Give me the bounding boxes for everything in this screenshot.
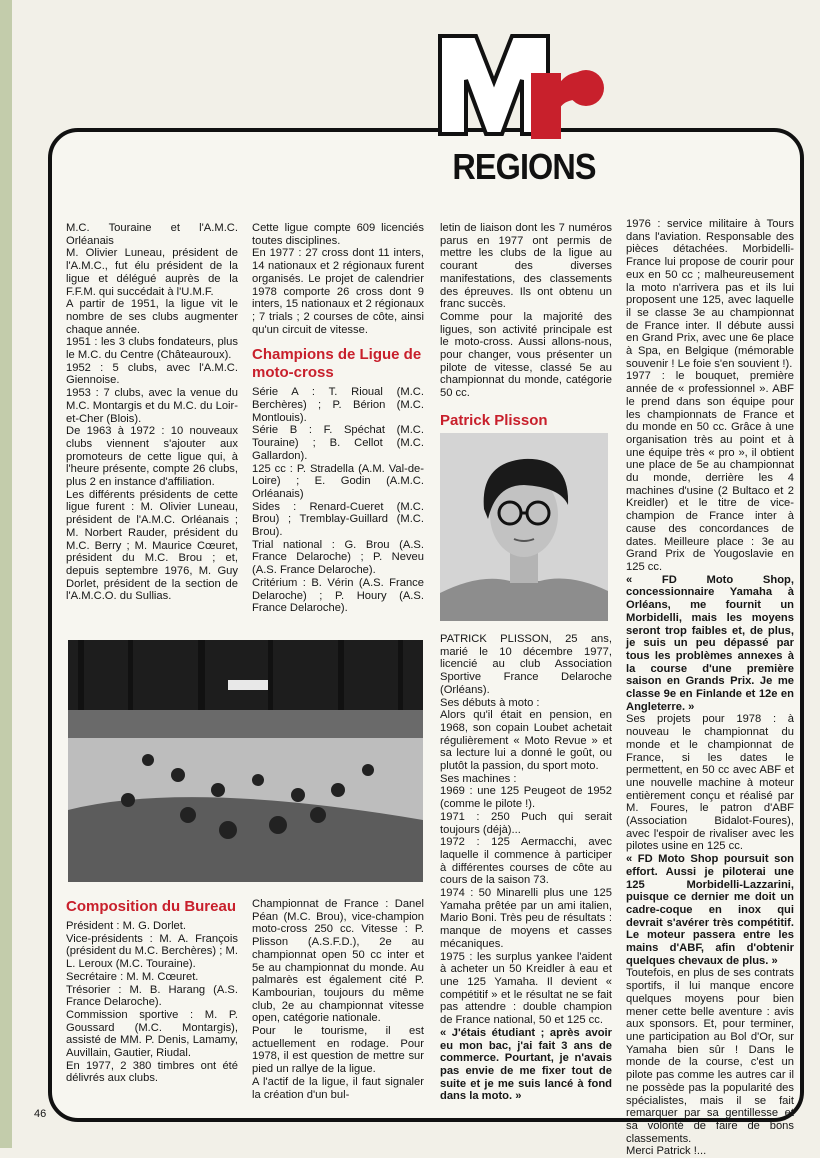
champion-line: Série B : F. Spéchat (M.C. Touraine) ; B. Cellot (M.C. Gallardon).: [252, 424, 424, 462]
paragraph: Cette ligue compte 609 licenciés toutes disciplines.: [252, 222, 424, 247]
paragraph: Alors qu'il était en pension, en 1968, son copain Loubet achetait régulièrement « Moto Revue » et sa lecture lui a donné le goût, ou plutôt la passion, du sport moto.: [440, 709, 612, 773]
champion-line: 125 cc : P. Stradella (A.M. Val-de-Loire) ; E. Godin (A.M.C. Orléanais): [252, 462, 424, 500]
paragraph: 1975 : les surplus yankee l'aident à acheter un 50 Kreidler à eau et une 125 Yamaha. Il devient « compétitif » et le résultat ne se fait pas attendre : double champion de France national, 50 et 125 cc.: [440, 950, 612, 1027]
paragraph: Toutefois, en plus de ses contrats sportifs, il lui manque encore quelques moyens pour bien mener cette belle aventure : avis aux sponsors. Et, pour terminer, une participation au Bol d'Or, sur Yamaha bien sûr ! Dans le monde de la course, c'est un pilote pas comme les autres car il ne possède pas la popularité des spécialistes, mais il se fait remarquer par sa gentillesse et sa volonté de faire de bons classements.: [626, 967, 794, 1145]
column-3-top: [440, 222, 612, 430]
champions-heading: Champions de Ligue de moto-cross: [252, 346, 422, 382]
column-2-bottom: [252, 898, 424, 1101]
paragraph: letin de liaison dont les 7 numéros parus en 1977 ont permis de mettre les clubs de la ligue au courant des diverses manifestations, des classements des épreuves. Ils ont obtenu un franc succès.: [440, 222, 612, 311]
plisson-heading: Patrick Plisson: [440, 411, 548, 429]
champion-line: Critérium : B. Vérin (A.S. France Delaroche) ; P. Houry (A.S. France Delaroche).: [252, 576, 424, 615]
paragraph: M. Olivier Luneau, président de l'A.M.C., fut élu président de la ligue et délégué auprès de la F.F.M. qui succédait à l'U.M.F.: [66, 247, 238, 298]
paragraph: 1974 : 50 Minarelli plus une 125 Yamaha prêtée par un ami italien, Mario Boni. Très peu de résultats : manque de moyens et casses mécaniques.: [440, 887, 612, 950]
bureau-section: [66, 898, 238, 1085]
paragraph: 1952 : 5 clubs, avec l'A.M.C. Giennoise.: [66, 361, 238, 387]
paragraph: De 1963 à 1972 : 10 nouveaux clubs viennent s'ajouter aux promoteurs de cette ligue qui, à l'heure présente, compte 26 clubs, plus 2 en instance d'affiliation.: [66, 425, 238, 489]
column-4: [626, 218, 794, 1158]
paragraph: 1969 : une 125 Peugeot de 1952 (comme le pilote !).: [440, 785, 612, 811]
section-title: REGIONS: [443, 148, 605, 186]
champion-line: Série A : T. Rioual (M.C. Berchères) ; P. Bérion (M.C. Montlouis).: [252, 386, 424, 424]
page-edge-strip: [0, 0, 12, 1148]
column-2: [252, 222, 424, 615]
paragraph: M.C. Touraine et l'A.M.C. Orléanais: [66, 222, 238, 247]
paragraph: 1977 : le bouquet, première année de « professionnel ». ABF le prend dans son équipe pour les championnats de France et du monde en 50 cc. Grâce à une organisation très au point et à une équipe très « pro », il obtient une place de 5e au championnat du monde, derrière les 4 machines d'usine (2 Bultaco et 2 Kreidler) et le titre de vice-champion de France inter à cause des concordances de dates. Meilleure place : 3e au Grand Prix de Yougoslavie en 125 cc.: [626, 370, 794, 573]
paragraph: Ses projets pour 1978 : à nouveau le championnat du monde et le championnat de France, si les dates le permettent, en 50 cc avec ABF et une nouvelle machine à moteur entièrement conçu et réalisé par M. Foures, le patron d'ABF (Association Bidalot-Foures), avec l'espoir de rivaliser avec les pilotes usine en 125 cc.: [626, 713, 794, 853]
champion-line: Sides : Renard-Cueret (M.C. Brou) ; Tremblay-Guillard (M.C. Brou).: [252, 500, 424, 539]
paragraph: Pour le tourisme, il est actuellement en rodage. Pour 1978, il est question de mettre sur pied un rallye de la ligue.: [252, 1025, 424, 1076]
paragraph: Les différents présidents de cette ligue furent : M. Olivier Luneau, président de l'A.M.C. Orléanais ; M. Norbert Rauder, président du M.C. Berry ; M. Maurice Cœuret, président du M.C. Brou ; et, depuis septembre 1976, M. Guy Dorlet, président de la section de l'A.M.C.O. du Sullias.: [66, 488, 238, 603]
paragraph: Merci Patrick !...: [626, 1145, 707, 1158]
paragraph: 1971 : 250 Puch qui serait toujours (déjà)...: [440, 810, 612, 836]
bureau-line: Vice-présidents : M. A. François (président du M.C. Berchères) ; M. L. Leroux (M.C. Touraine).: [66, 932, 238, 971]
bureau-line: Président : M. G. Dorlet.: [66, 920, 186, 932]
column-1-text: [66, 222, 238, 603]
bureau-line: Trésorier : M. B. Harang (A.S. France Delaroche).: [66, 983, 238, 1009]
paragraph: A l'actif de la ligue, il faut signaler la création d'un bul-: [252, 1075, 424, 1101]
paragraph: PATRICK PLISSON, 25 ans, marié le 10 décembre 1977, licencié au club Association Sportive France Delaroche (Orléans).: [440, 633, 612, 696]
bureau-list: [66, 920, 238, 1085]
bureau-heading: Composition du Bureau: [66, 898, 236, 915]
paragraph: A partir de 1951, la ligue vit le nombre de ses clubs augmenter chaque année.: [66, 298, 238, 336]
column-1: [66, 222, 238, 603]
column-3-top-text: [440, 222, 612, 400]
bureau-line: Commission sportive : M. P. Goussard (M.C. Montargis), assisté de MM. P. Denis, Lamamy, Auvillain, Gautier, Riudal.: [66, 1008, 238, 1060]
page-number: 46: [34, 1108, 47, 1120]
paragraph: Comme pour la majorité des ligues, son activité principale est le moto-cross. Aussi allons-nous, pour changer, vous présenter un pilote de vitesse, classé 5e au championnat du monde, catégorie 50 cc.: [440, 310, 612, 400]
portrait-photo: [440, 433, 608, 621]
champion-line: Trial national : G. Brou (A.S. France Delaroche) ; P. Neveu (A.S. France Delaroche).: [252, 538, 424, 577]
paragraph: Championnat de France : Danel Péan (M.C. Brou), vice-champion moto-cross 250 cc. Vitesse : P. Plisson (A.S.F.D.), 2e au championnat open 50 cc inter et 5e au championnat du monde. Au palmarès est également cité P. Kambourian, toujours du même club, 2e au championnat vitesse open, catégorie nationale.: [252, 898, 424, 1025]
paragraph: « FD Moto Shop, concessionnaire Yamaha à Orléans, me fournit un Morbidelli, mais les moyens seront trop faibles et, de plus, je suis un peu dépassé par tous les problèmes annexes à la course d'une première saison en Grands Prix. Je me classe 9e en Finlande et 12e en Angleterre. »: [626, 573, 794, 713]
paragraph: 1972 : 125 Aermacchi, avec laquelle il commence à participer à différentes courses de côte au cours de la saison 73.: [440, 836, 612, 887]
motocross-race-photo: [68, 640, 423, 882]
paragraph: « FD Moto Shop poursuit son effort. Aussi je piloterai une 125 Morbidelli-Lazzarini, puisque ce dernier me doit un cadre-coque en inox qui devrait s'avérer très compétitif. Le moteur passera entre les mains d'ABF, afin d'obtenir quelques chevaux de plus. »: [626, 853, 794, 967]
champions-list: [252, 386, 424, 615]
paragraph: Ses débuts à moto :: [440, 696, 540, 709]
bureau-line: En 1977, 2 380 timbres ont été délivrés aux clubs.: [66, 1059, 238, 1085]
paragraph: 1951 : les 3 clubs fondateurs, plus le M.C. du Centre (Châteauroux).: [66, 336, 238, 362]
paragraph: Ses machines :: [440, 772, 517, 785]
column-2-bottom-text: [252, 898, 424, 1101]
paragraph: « J'étais étudiant ; après avoir eu mon bac, j'ai fait 3 ans de commerce. Pourtant, je n'avais pas envie de me fixer tout de suite et je me suis lancé à fond dans la moto. »: [440, 1026, 612, 1103]
column-3-bottom-text: [440, 633, 612, 1103]
column-4-text: [626, 218, 794, 1158]
column-2-text: [252, 222, 424, 336]
mr-logo: [436, 30, 606, 150]
paragraph: En 1977 : 27 cross dont 11 inters, 14 nationaux et 2 régionaux furent organisés. Le projet de calendrier 1978 comporte 26 cross dont 9 inters, 15 nationaux et 2 régionaux ; 7 trials ; 2 courses de côte, ainsi qu'un circuit de vitesse.: [252, 247, 424, 336]
column-3-bottom: [440, 633, 612, 1103]
paragraph: 1953 : 7 clubs, avec la venue du M.C. Montargis et du M.C. du Loir-et-Cher (Blois).: [66, 387, 238, 425]
paragraph: 1976 : service militaire à Tours dans l'aviation. Responsable des pièces détachées. Morbidelli-France lui propose de courir pour eux en 50 cc ; malheureusement la moto n'arrivera pas et ils lui proposent une 125, avec laquelle il se classe 3e au championnat de France inter. Il débute aussi en Grand Prix, avec une 6e place à Spa, en Belgique (mémorable souvenir ! Le foie s'en souvient !).: [626, 218, 794, 370]
bureau-line: Secrétaire : M. M. Cœuret.: [66, 970, 199, 983]
